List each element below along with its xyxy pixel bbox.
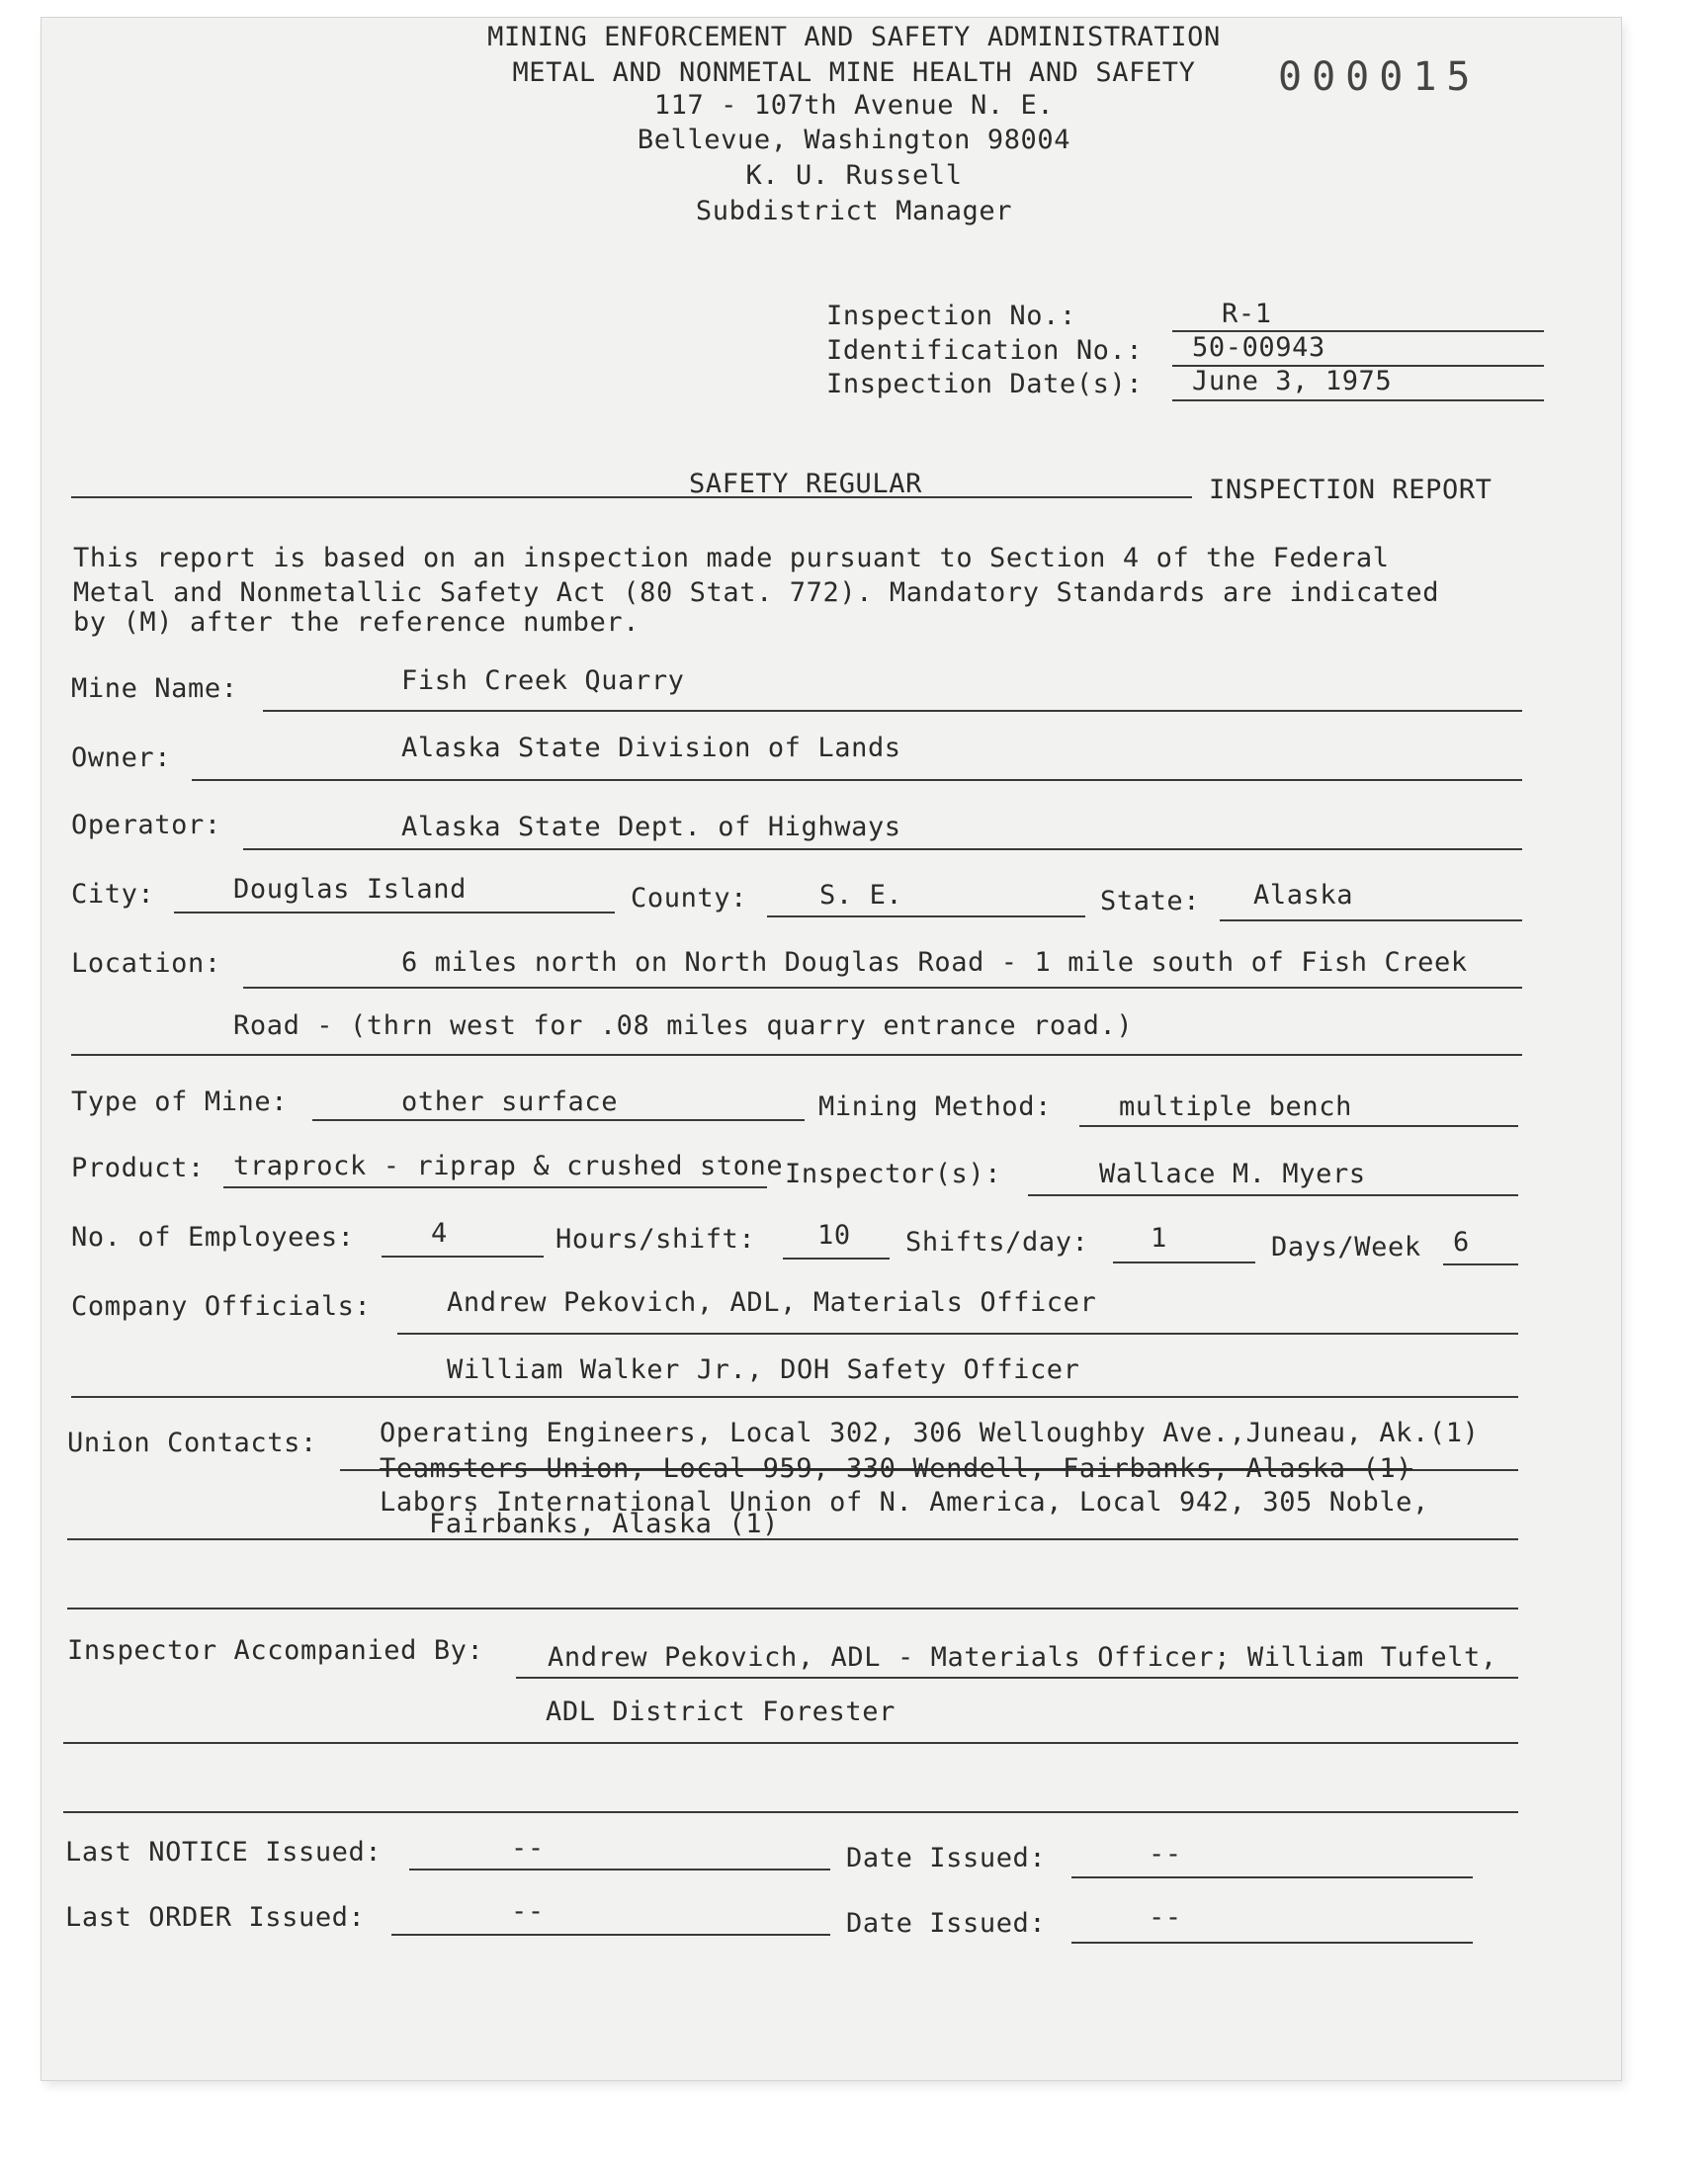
mine-type-value: other surface bbox=[401, 1087, 619, 1117]
union-underline-3 bbox=[67, 1608, 1518, 1610]
hours-label: Hours/shift: bbox=[555, 1224, 756, 1255]
mine-name-label: Mine Name: bbox=[71, 673, 238, 704]
union-contact-3: Labors International Union of N. America, Local 942, 305 Noble, bbox=[380, 1487, 1429, 1518]
inspection-date-value: June 3, 1975 bbox=[1192, 366, 1393, 396]
officials-underline-1 bbox=[397, 1333, 1518, 1335]
inspection-no-value: R-1 bbox=[1222, 299, 1272, 329]
header-division: METAL AND NONMETAL MINE HEALTH AND SAFETY bbox=[512, 57, 1196, 88]
header-street: 117 - 107th Avenue N. E. bbox=[653, 90, 1055, 121]
last-notice-label: Last NOTICE Issued: bbox=[65, 1837, 383, 1868]
report-type-underline bbox=[71, 496, 1192, 498]
order-date-underline bbox=[1071, 1942, 1473, 1944]
header-city: Bellevue, Washington 98004 bbox=[637, 125, 1071, 155]
accompanied-label: Inspector Accompanied By: bbox=[67, 1635, 484, 1666]
product-underline bbox=[223, 1186, 767, 1188]
notice-date-label: Date Issued: bbox=[846, 1843, 1047, 1873]
officials-label: Company Officials: bbox=[71, 1291, 372, 1322]
shifts-label: Shifts/day: bbox=[905, 1227, 1089, 1258]
header-manager-title: Subdistrict Manager bbox=[695, 196, 1013, 226]
location-line-2: Road - (thrn west for .08 miles quarry entrance road.) bbox=[233, 1010, 1134, 1041]
order-date-value: -- bbox=[1149, 1902, 1182, 1933]
accompanied-underline-2 bbox=[63, 1742, 1518, 1744]
intro-line-2: Metal and Nonmetallic Safety Act (80 Stat. 772). Mandatory Standards are indicated bbox=[73, 577, 1440, 608]
state-underline bbox=[1220, 919, 1522, 921]
employees-label: No. of Employees: bbox=[71, 1222, 355, 1253]
mine-name-value: Fish Creek Quarry bbox=[401, 665, 685, 696]
state-value: Alaska bbox=[1253, 880, 1354, 911]
location-underline-2 bbox=[71, 1054, 1522, 1056]
county-underline bbox=[767, 915, 1085, 917]
city-label: City: bbox=[71, 879, 155, 910]
product-label: Product: bbox=[71, 1153, 205, 1183]
location-line-1: 6 miles north on North Douglas Road - 1 mile south of Fish Creek bbox=[401, 947, 1468, 978]
union-label: Union Contacts: bbox=[67, 1428, 317, 1458]
employees-value: 4 bbox=[431, 1218, 448, 1249]
location-label: Location: bbox=[71, 948, 221, 979]
union-contact-4: Fairbanks, Alaska (1) bbox=[429, 1509, 779, 1539]
accompanied-underline-3 bbox=[63, 1811, 1518, 1813]
city-value: Douglas Island bbox=[233, 874, 467, 905]
report-title: INSPECTION REPORT bbox=[1209, 475, 1493, 505]
officials-underline-2 bbox=[71, 1396, 1518, 1398]
accompanied-underline-1 bbox=[516, 1677, 1518, 1679]
intro-line-1: This report is based on an inspection made pursuant to Section 4 of the Federal bbox=[73, 543, 1390, 573]
city-underline bbox=[174, 912, 615, 914]
days-underline bbox=[1443, 1263, 1518, 1265]
shifts-value: 1 bbox=[1151, 1223, 1167, 1254]
inspection-date-underline bbox=[1172, 399, 1544, 401]
mine-type-label: Type of Mine: bbox=[71, 1087, 289, 1117]
mining-method-label: Mining Method: bbox=[818, 1091, 1052, 1122]
report-type: SAFETY REGULAR bbox=[689, 469, 922, 499]
inspection-no-label: Inspection No.: bbox=[826, 301, 1076, 331]
union-contact-2: Teamsters Union, Local 959, 330 Wendell, Fairbanks, Alaska (1) bbox=[380, 1453, 1413, 1484]
last-notice-value: -- bbox=[511, 1833, 545, 1864]
accompanied-line-1: Andrew Pekovich, ADL - Materials Officer; William Tufelt, bbox=[548, 1642, 1497, 1673]
state-label: State: bbox=[1100, 886, 1201, 916]
owner-value: Alaska State Division of Lands bbox=[401, 733, 901, 763]
notice-date-value: -- bbox=[1149, 1839, 1182, 1870]
mining-method-underline bbox=[1079, 1125, 1518, 1127]
owner-underline bbox=[192, 779, 1522, 781]
header-agency: MINING ENFORCEMENT AND SAFETY ADMINISTRATION bbox=[487, 22, 1221, 52]
inspector-value: Wallace M. Myers bbox=[1099, 1159, 1366, 1189]
last-order-label: Last ORDER Issued: bbox=[65, 1902, 366, 1933]
county-label: County: bbox=[631, 883, 747, 914]
mining-method-value: multiple bench bbox=[1119, 1091, 1352, 1122]
header-manager-name: K. U. Russell bbox=[745, 160, 963, 191]
identification-no-label: Identification No.: bbox=[826, 335, 1144, 366]
operator-label: Operator: bbox=[71, 810, 221, 840]
inspection-date-label: Inspection Date(s): bbox=[826, 369, 1144, 399]
order-date-label: Date Issued: bbox=[846, 1908, 1047, 1939]
union-contact-1: Operating Engineers, Local 302, 306 Welloughby Ave.,Juneau, Ak.(1) bbox=[380, 1418, 1480, 1448]
inspector-label: Inspector(s): bbox=[785, 1159, 1002, 1189]
notice-date-underline bbox=[1071, 1876, 1473, 1878]
official-1: Andrew Pekovich, ADL, Materials Officer bbox=[447, 1287, 1097, 1318]
shifts-underline bbox=[1113, 1262, 1255, 1263]
last-order-value: -- bbox=[511, 1896, 545, 1927]
product-value: traprock - riprap & crushed stone bbox=[233, 1151, 784, 1181]
employees-underline bbox=[382, 1256, 544, 1258]
county-value: S. E. bbox=[819, 880, 903, 911]
operator-value: Alaska State Dept. of Highways bbox=[401, 812, 901, 842]
accompanied-line-2: ADL District Forester bbox=[546, 1696, 896, 1727]
hours-underline bbox=[783, 1258, 890, 1260]
hours-value: 10 bbox=[817, 1220, 851, 1251]
days-label: Days/Week bbox=[1271, 1232, 1421, 1262]
operator-underline bbox=[243, 848, 1522, 850]
intro-line-3: by (M) after the reference number. bbox=[73, 607, 640, 638]
identification-no-value: 50-00943 bbox=[1192, 332, 1325, 363]
owner-label: Owner: bbox=[71, 742, 172, 773]
mine-type-underline bbox=[312, 1119, 805, 1121]
inspector-underline bbox=[1028, 1194, 1518, 1196]
last-order-underline bbox=[391, 1934, 830, 1936]
location-underline-1 bbox=[243, 987, 1522, 989]
official-2: William Walker Jr., DOH Safety Officer bbox=[447, 1354, 1080, 1385]
mine-name-underline bbox=[263, 710, 1522, 712]
last-notice-underline bbox=[409, 1869, 830, 1870]
document-number-stamp: 000015 bbox=[1278, 54, 1481, 100]
days-value: 6 bbox=[1453, 1227, 1470, 1258]
union-underline-2 bbox=[67, 1538, 1518, 1540]
